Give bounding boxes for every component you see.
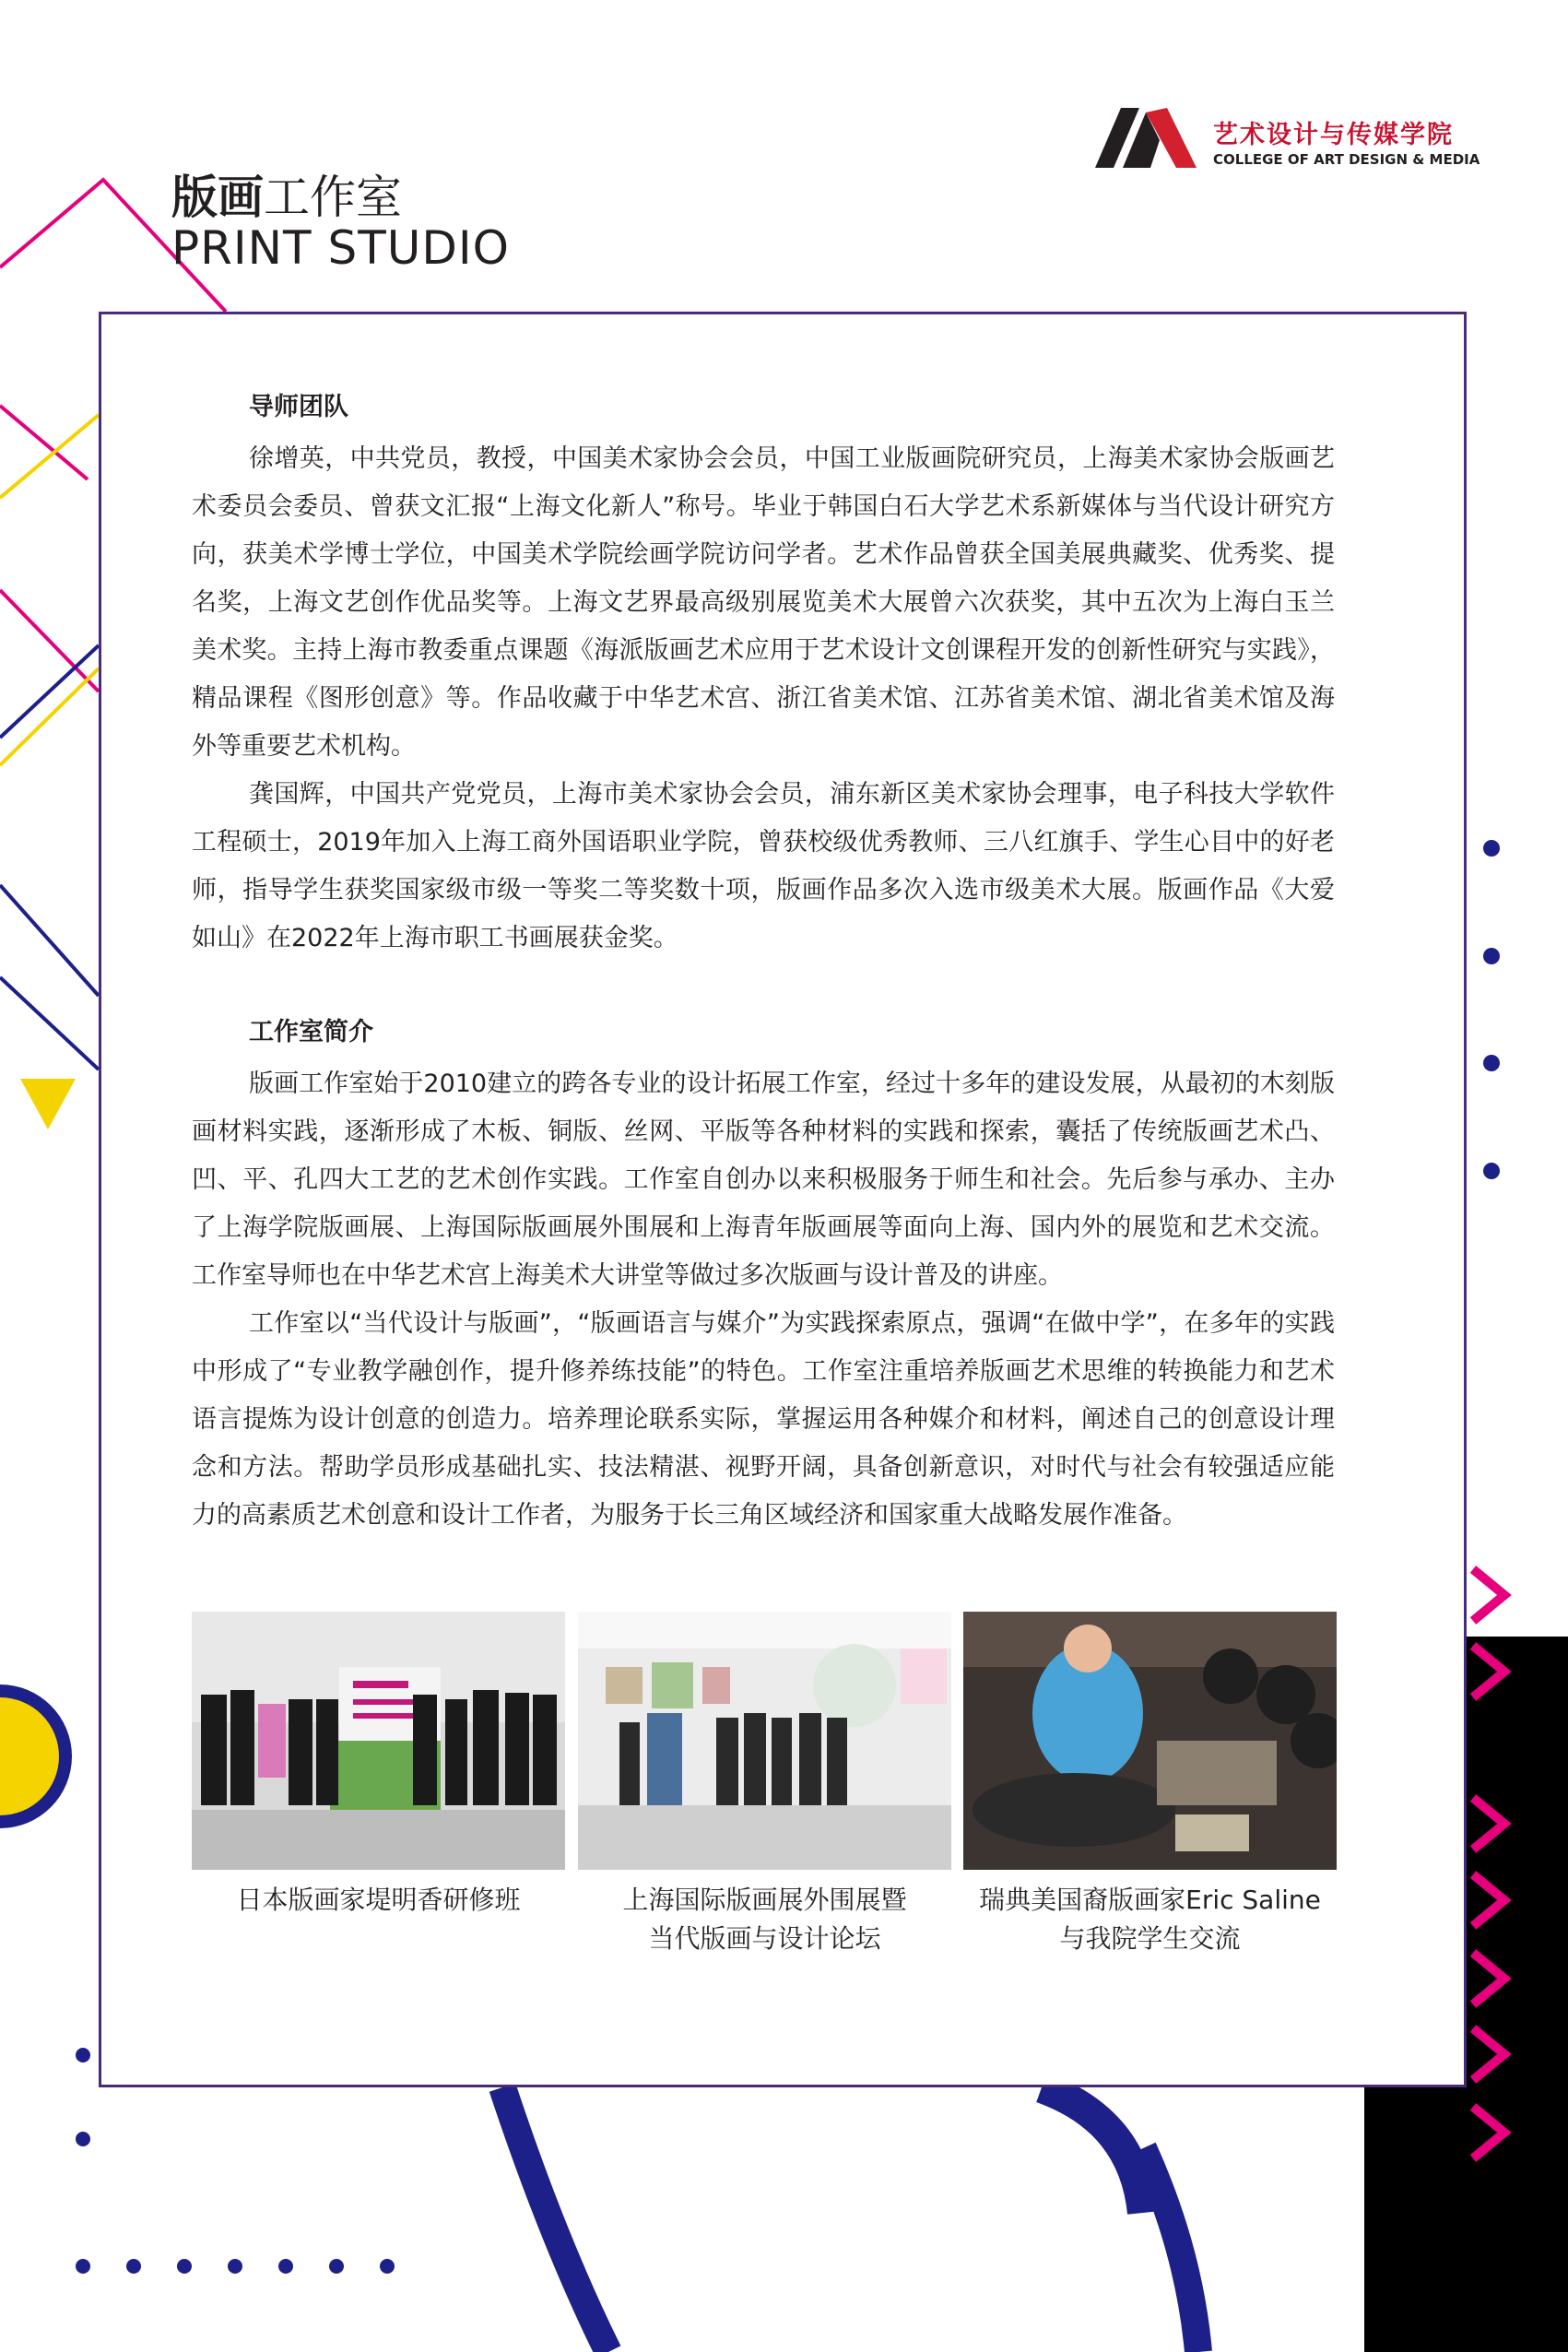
section-heading-studio-intro: 工作室简介 — [249, 1018, 373, 1046]
paragraph: 龚国辉，中国共产党党员，上海市美术家协会会员，浦东新区美术家协会理事，电子科技大学软件工程硕士，2019年加入上海工商外国语职业学院，曾获校级优秀教师、三八红旗手、学生心目中的好老师，指导学生获奖国家级市级一等奖二等奖数十项，版画作品多次入选市级美术大展。版画作品《大爱如山》在2022年上海市职工书画展获金奖。 — [192, 780, 1335, 952]
page-title-en: PRINT STUDIO — [171, 221, 510, 275]
college-name-en: COLLEGE OF ART DESIGN & MEDIA — [1213, 151, 1480, 168]
photo-caption — [578, 1881, 951, 1958]
main-content — [192, 385, 1335, 1540]
caption-line: 当代版画与设计论坛 — [648, 1923, 881, 1954]
navy-line — [0, 645, 99, 738]
pink-zigzag-line-lower-2 — [0, 590, 99, 691]
yellow-line — [0, 415, 99, 498]
navy-dots-right — [1483, 840, 1500, 1179]
navy-line-2 — [0, 885, 99, 996]
photo-exhibition — [578, 1612, 951, 1870]
photo-workshop — [192, 1612, 565, 1870]
navy-arc-2 — [1042, 2087, 1143, 2213]
college-name-cn: 艺术设计与传媒学院 — [1213, 121, 1454, 149]
pink-zigzag-line-lower — [0, 406, 88, 479]
paragraph: 版画工作室始于2010建立的跨各专业的设计拓展工作室，经过十多年的建设发展，从最初的木刻版画材料实践，逐渐形成了木板、铜版、丝网、平版等各种材料的实践和探索，囊括了传统版画艺术凸、凹、平、孔四大工艺的艺术创作实践。工作室自创办以来积极服务于师生和社会。先后参与承办、主办了上海学院版画展、上海国际版画展外围展和上海青年版画展等面向上海、国内外的展览和艺术交流。工作室导师也在中华艺术宫上海美术大讲堂等做过多次版画与设计普及的讲座。 — [192, 1070, 1335, 1290]
group-photo-image — [192, 1612, 565, 1870]
exchange-photo-image — [963, 1612, 1337, 1870]
section-heading-mentors: 导师团队 — [249, 393, 348, 421]
paragraph: 工作室以“当代设计与版画”，“版画语言与媒介”为实践探索原点，强调“在做中学”，在多年的实践中形成了“专业教学融创作，提升修养练技能”的特色。工作室注重培养版画艺术思维的转换能力和艺术语言提炼为设计创意的创造力。培养理论联系实际，掌握运用各种媒介和材料，阐述自己的创意设计理念和方法。帮助学员形成基础扎实、技法精湛、视野开阔，具备创新意识，对时代与社会有较强适应能力的高素质艺术创意和设计工作者，为服务于长三角区域经济和国家重大战略发展作准备。 — [192, 1309, 1335, 1530]
caption-line: 日本版画家堤明香研修班 — [236, 1885, 521, 1915]
photo-caption — [963, 1881, 1337, 1958]
navy-arc-3 — [1143, 2148, 1198, 2352]
exhibition-photo-image — [578, 1612, 951, 1870]
caption-line: 与我院学生交流 — [1059, 1923, 1241, 1954]
navy-line-3 — [0, 977, 99, 1070]
logo-mark-icon — [1095, 103, 1206, 177]
page-title-cn — [171, 160, 402, 227]
yellow-line-2 — [0, 668, 99, 765]
caption-line: 上海国际版画展外围展暨 — [622, 1885, 907, 1915]
college-logo — [1095, 103, 1480, 186]
photo-caption — [192, 1881, 565, 1920]
title-bold-part: 版画 — [171, 171, 264, 224]
navy-arc — [502, 2087, 608, 2352]
title-light-part: 工作室 — [264, 171, 402, 224]
photo-exchange — [963, 1612, 1337, 1870]
paragraph: 徐增英，中共党员，教授，中国美术家协会会员，中国工业版画院研究员，上海美术家协会版画艺术委员会委员、曾获文汇报“上海文化新人”称号。毕业于韩国白石大学艺术系新媒体与当代设计研究方向，获美术学博士学位，中国美术学院绘画学院访问学者。艺术作品曾获全国美展典藏奖、优秀奖、提名奖，上海文艺创作优品奖等。上海文艺界最高级别展览美术大展曾六次获奖，其中五次为上海白玉兰美术奖。主持上海市教委重点课题《海派版画艺术应用于艺术设计文创课程开发的创新性研究与实践》，精品课程《图形创意》等。作品收藏于中华艺术宫、浙江省美术馆、江苏省美术馆、湖北省美术馆及海外等重要艺术机构。 — [192, 444, 1335, 761]
caption-line: 瑞典美国裔版画家Eric Saline — [979, 1885, 1321, 1915]
yellow-triangle — [20, 1079, 76, 1129]
